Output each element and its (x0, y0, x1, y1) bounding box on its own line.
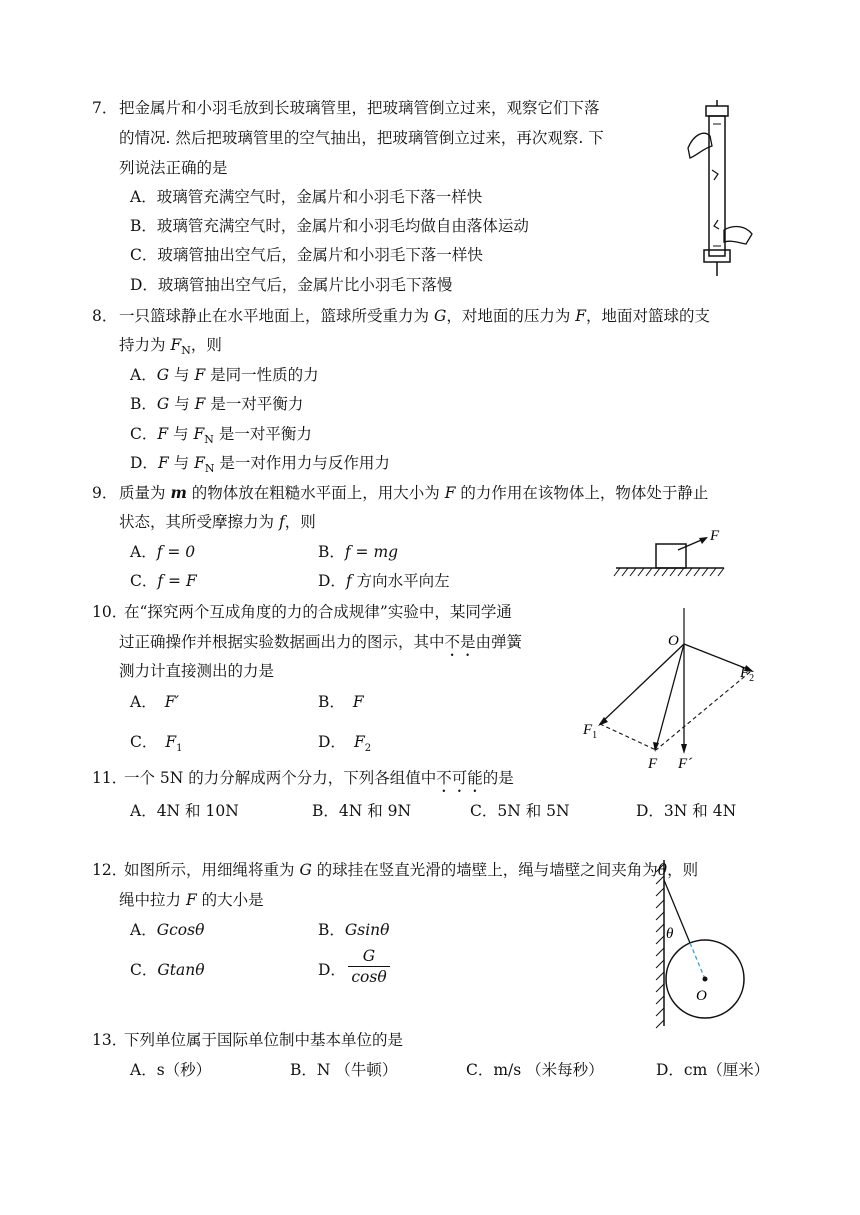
q7-option-c: C．玻璃管抽出空气后，金属片和小羽毛下落一样快 (130, 246, 483, 264)
symbol-theta: θ (195, 921, 205, 939)
ball-on-wall-figure (650, 856, 760, 1031)
label: D． (318, 733, 346, 751)
text: 的是 (482, 769, 514, 787)
symbol-g: G (156, 366, 170, 384)
text: 过正确操作并根据实验数据画出力的图示，其中 (119, 633, 445, 651)
text: ，则 (284, 513, 316, 531)
symbol-fn: F (193, 425, 205, 443)
q10-option-c (130, 732, 183, 759)
label: D． (318, 572, 346, 590)
q10-stem-line2 (119, 632, 522, 660)
f-prime-label: F´ (678, 756, 693, 772)
fraction-denominator (348, 967, 390, 987)
q7-stem-line2: 的情况. 然后把玻璃管里的空气抽出，把玻璃管倒立过来，再次观察. 下 (119, 129, 604, 147)
text: 是同一性质的力 (205, 366, 319, 384)
symbol-f: F (157, 454, 169, 472)
label: A． (130, 543, 157, 561)
label: C． (130, 425, 158, 443)
q7-number: 7． (92, 99, 118, 117)
q11-option-b: B．4N 和 9N (312, 802, 412, 820)
symbol-g: G (299, 861, 312, 879)
symbol-theta: θ (195, 961, 205, 979)
text: ，对地面的压力为 (446, 307, 576, 325)
force-f-label: F (710, 528, 720, 544)
f2-symbol: F (740, 665, 750, 681)
symbol: F (352, 693, 364, 711)
symbol-f: F (194, 366, 206, 384)
q11-option-a: A．4N 和 10N (130, 802, 239, 820)
subscript: N (181, 344, 191, 358)
label: A． (130, 921, 157, 939)
q12-option-b (318, 920, 390, 940)
q9-option-b (318, 542, 398, 562)
symbol-friction: f (345, 572, 352, 590)
subscript: 2 (364, 743, 372, 755)
fraction-numerator: G (348, 946, 390, 967)
q9-option-a (130, 542, 195, 562)
expression: Gtan (157, 961, 196, 979)
text: ，则 (190, 336, 222, 354)
text: 是一对作用力与反作用力 (214, 454, 390, 472)
q13-option-b: B．N （牛顿） (290, 1061, 398, 1079)
label: B． (130, 395, 157, 413)
f2-label (739, 665, 754, 684)
text: 持力为 (119, 336, 171, 354)
expression: Gcos (156, 921, 196, 939)
f1-label (582, 722, 597, 741)
emphasis-text: 不是 (444, 633, 476, 651)
q8-option-c (130, 424, 312, 450)
q12-stem-line2 (119, 890, 264, 910)
expression: cos (351, 968, 378, 986)
symbol-f: F (157, 425, 169, 443)
text: 由弹簧 (475, 633, 523, 651)
q8-stem-line2 (119, 335, 222, 361)
q9-number: 9． (92, 484, 118, 502)
q10-number: 10． (92, 603, 128, 621)
label: B． (318, 921, 345, 939)
q7-stem-line1: 把金属片和小羽毛放到长玻璃管里，把玻璃管倒立过来，观察它们下落 (119, 99, 600, 117)
text: 一只篮球静止在水平地面上，篮球所受重力为 (119, 307, 434, 325)
text: 如图所示，用细绳将重为 (124, 861, 300, 879)
text: 与 (169, 395, 195, 413)
label: D． (130, 454, 158, 472)
q11-number: 11． (92, 769, 128, 787)
text: ，地面对篮球的支 (586, 307, 711, 325)
equation: f = F (157, 572, 197, 590)
point-o-label: O (668, 633, 679, 649)
expression: Gsin (344, 921, 381, 939)
symbol-f: F (194, 395, 206, 413)
symbol-f: F (444, 484, 456, 502)
text: 与 (169, 366, 195, 384)
q11-option-c: C．5N 和 5N (470, 802, 570, 820)
text: 一个 5N 的力分解成两个分力，下列各组值中 (124, 769, 437, 787)
q7-option-d: D．玻璃管抽出空气后，金属片比小羽毛下落慢 (130, 276, 453, 294)
q9-option-c (130, 571, 197, 591)
glass-tube-figure (680, 100, 760, 280)
q10-stem-line3: 测力计直接测出的力是 (119, 662, 275, 680)
center-o-label: O (696, 988, 707, 1004)
f2-subscript: 2 (749, 673, 755, 684)
q11-stem-line1 (124, 768, 514, 796)
q13-number: 13． (92, 1031, 128, 1049)
text: 的力作用在该物体上，物体处于静止 (455, 484, 709, 502)
q12-option-a (130, 920, 204, 940)
theta-label: θ (666, 926, 674, 942)
text: 方向水平向左 (351, 572, 450, 590)
q9-stem-line1 (119, 483, 708, 503)
symbol-f: F (185, 891, 197, 909)
text: 状态，其所受摩擦力为 (119, 513, 279, 531)
subscript: N (204, 433, 214, 447)
label: C． (130, 961, 158, 979)
subscript: N (204, 462, 215, 476)
q8-option-a (130, 365, 319, 385)
equation: f = mg (344, 543, 399, 561)
q7-option-b: B．玻璃管充满空气时，金属片和小羽毛均做自由落体运动 (130, 217, 529, 235)
text: 的球挂在竖直光滑的墙壁上，绳与墙壁之间夹角为 (311, 861, 658, 879)
symbol-m: m (170, 483, 187, 502)
q10-option-d (318, 732, 371, 759)
symbol-fn: F (194, 454, 205, 472)
q13-option-c: C．m/s （米每秒） (466, 1061, 604, 1079)
label: A． (130, 693, 157, 711)
label: C． (130, 572, 158, 590)
symbol-theta: θ (380, 921, 390, 939)
q11-option-d: D．3N 和 4N (636, 802, 737, 820)
q10-option-a (130, 692, 179, 712)
q13-stem-line1: 下列单位属于国际单位制中基本单位的是 (124, 1031, 404, 1049)
text: 质量为 (119, 484, 171, 502)
q13-option-a: A．s（秒） (130, 1061, 212, 1079)
q8-stem-line1 (119, 306, 710, 326)
symbol-g: G (433, 307, 447, 325)
symbol-f: F (575, 307, 587, 325)
equation: f = 0 (156, 543, 196, 561)
force-composition-figure (578, 600, 768, 780)
q12-stem-line1 (124, 860, 698, 880)
symbol-fn: F (170, 336, 182, 354)
symbol-g: G (156, 395, 170, 413)
q7-stem-line3: 列说法正确的是 (119, 159, 228, 177)
q13-option-d: D．cm（厘米） (656, 1061, 770, 1079)
text: 是一对平衡力 (205, 395, 304, 413)
text: 与 (168, 454, 195, 472)
emphasis-text: 不可能 (436, 769, 483, 787)
symbol-theta: θ (657, 861, 668, 879)
symbol: F (165, 733, 177, 751)
q8-option-d (130, 453, 390, 479)
symbol: F (353, 733, 365, 751)
text: 的物体放在粗糙水平面上，用大小为 (186, 484, 445, 502)
q12-option-c (130, 960, 205, 980)
symbol-friction: f (278, 513, 285, 531)
q10-stem-line1: 在“探究两个互成角度的力的合成规律”实验中，某同学通 (124, 603, 512, 621)
f1-symbol: F (583, 722, 593, 738)
q10-option-b (318, 692, 364, 712)
label: A． (130, 366, 157, 384)
label: D． (318, 961, 346, 979)
subscript: 1 (176, 743, 183, 755)
symbol: F′ (164, 693, 179, 711)
text: 与 (168, 425, 194, 443)
label: B． (318, 693, 345, 711)
label: C． (130, 733, 158, 751)
text: 绳中拉力 (119, 891, 186, 909)
text: 是一对平衡力 (213, 425, 312, 443)
q8-number: 8． (92, 307, 118, 325)
q12-option-d (318, 960, 346, 980)
label: B． (318, 543, 345, 561)
f1-subscript: 1 (592, 730, 598, 741)
text: 的大小是 (196, 891, 264, 909)
q12-number: 12． (92, 861, 128, 879)
symbol-theta: θ (377, 968, 387, 986)
q12-fraction (348, 946, 390, 987)
q9-stem-line2 (119, 512, 316, 532)
q8-option-b (130, 394, 303, 414)
text: ，则 (667, 861, 699, 879)
q7-option-a: A．玻璃管充满空气时，金属片和小羽毛下落一样快 (130, 188, 483, 206)
f-label: F (648, 756, 658, 772)
block-on-ground-figure (612, 528, 732, 582)
q9-option-d (318, 571, 450, 591)
